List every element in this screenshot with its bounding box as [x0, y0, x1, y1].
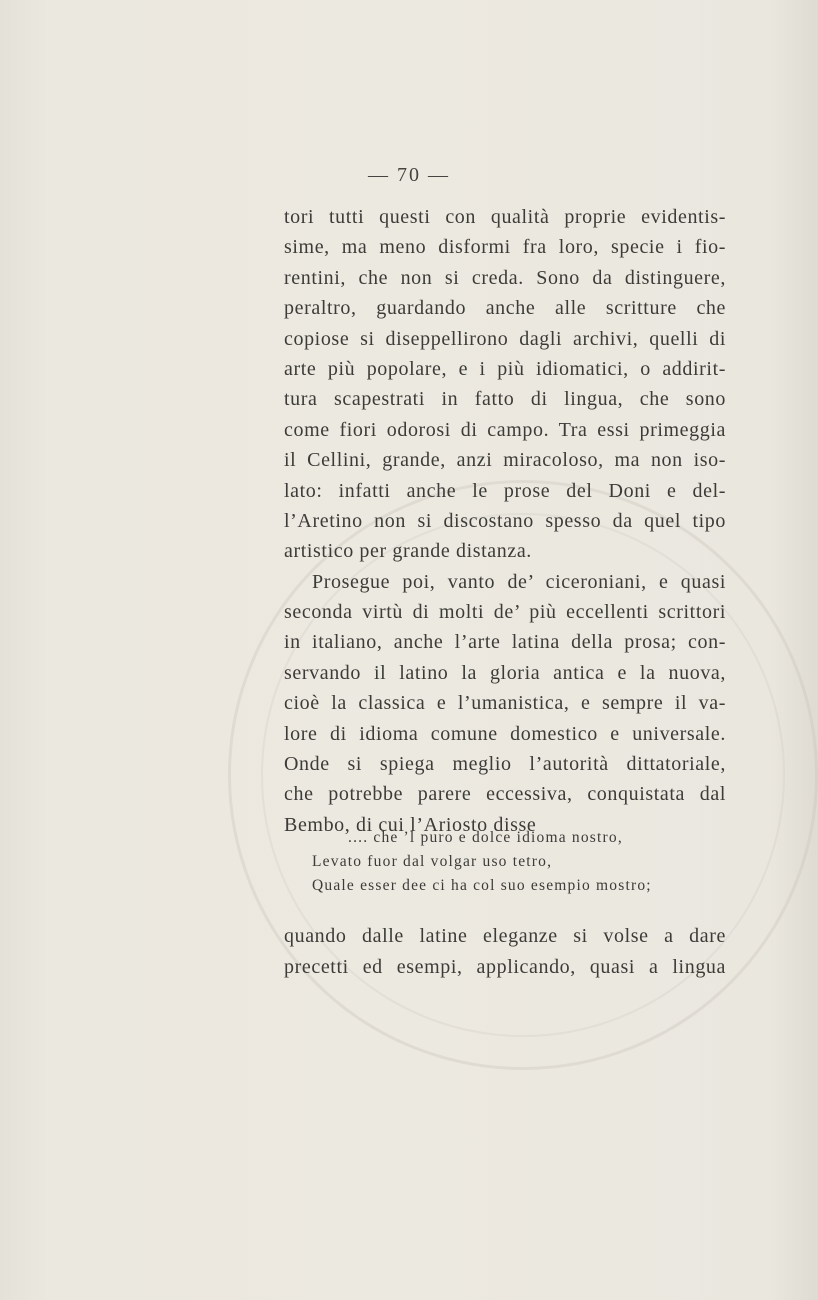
main-text	[284, 202, 726, 840]
text-line: il Cellini, grande, anzi miracoloso, ma non iso-	[284, 449, 726, 472]
text-line: Prosegue poi, vanto de’ ciceroniani, e quasi	[312, 570, 726, 593]
text-line: tori tutti questi con qualità proprie evidentis-	[284, 206, 726, 228]
continuation-text	[284, 921, 726, 983]
verse-line: Levato fuor dal volgar uso tetro,	[312, 853, 553, 870]
verse-quotation	[300, 826, 652, 898]
text-line: artistico per grande distanza.	[284, 540, 532, 563]
text-line: sime, ma meno disformi fra loro, specie i fio-	[284, 236, 726, 259]
text-line: lato: infatti anche le prose del Doni e del-	[284, 479, 726, 502]
text-line: cioè la classica e l’umanistica, e sempre il va-	[284, 692, 726, 715]
text-line: quando dalle latine eleganze si volse a dare	[284, 925, 726, 947]
text-line: lore di idioma comune domestico e universale.	[284, 722, 726, 745]
text-line: peraltro, guardando anche alle scritture che	[284, 297, 726, 320]
page-number: — 70 —	[368, 164, 450, 186]
text-line: rentini, che non si creda. Sono da distinguere,	[284, 266, 726, 289]
verse-line: .... che ’l puro e dolce idioma nostro,	[348, 829, 623, 846]
text-line: servando il latino la gloria antica e la nuova,	[284, 661, 726, 684]
text-line: l’Aretino non si discostano spesso da quel tipo	[284, 509, 726, 532]
verse-line: Quale esser dee ci ha col suo esempio mostro;	[312, 877, 652, 894]
text-line: precetti ed esempi, applicando, quasi a lingua	[284, 956, 726, 978]
text-line: seconda virtù di molti de’ più eccellenti scrittori	[284, 601, 726, 624]
text-line: in italiano, anche l’arte latina della prosa; con-	[284, 631, 726, 654]
text-line: copiose si diseppellirono dagli archivi, quelli di	[284, 327, 726, 350]
text-line: tura scapestrati in fatto di lingua, che sono	[284, 388, 726, 411]
text-line: che potrebbe parere eccessiva, conquistata dal	[284, 783, 726, 806]
text-line: Bembo, di cui l’Ariosto disse	[284, 813, 537, 836]
text-line: Onde si spiega meglio l’autorità dittatoriale,	[284, 753, 726, 776]
text-line: come fiori odorosi di campo. Tra essi primeggia	[284, 418, 726, 441]
text-line: arte più popolare, e i più idiomatici, o addirit-	[284, 357, 726, 380]
